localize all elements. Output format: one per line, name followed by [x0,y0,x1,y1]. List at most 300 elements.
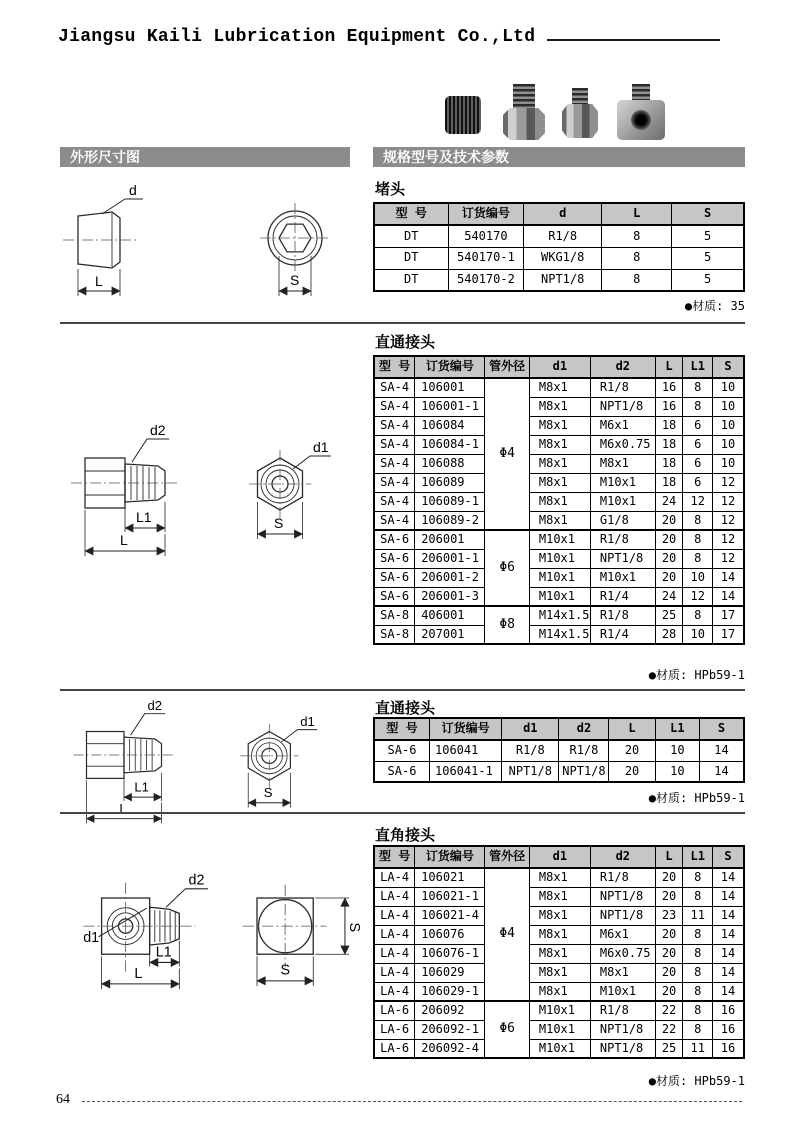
column-header: L [602,203,672,225]
table-cell: SA-6 [374,740,430,761]
product-photo-elbow [617,84,665,140]
port-hole [631,110,651,130]
table-header [374,718,744,740]
table-cell: M10x1 [590,568,655,587]
table-cell: 8 [602,247,672,269]
table-cell: 8 [683,378,713,397]
table-cell: 206092-4 [415,1039,485,1058]
pipe-od-cell: Φ8 [485,606,529,644]
table-cell: 8 [602,269,672,291]
table-cell: 12 [713,530,744,549]
table-row [374,761,744,782]
dim-label-d1: d1 [83,929,100,946]
material-note-elbow: ●材质: HPb59-1 [648,1074,745,1088]
pipe-od-cell: Φ4 [485,868,529,1001]
column-header: 管外径 [485,846,529,868]
table-cell: 406001 [415,606,485,625]
table-cell: SA-6 [374,568,415,587]
table-cell: 106089-2 [415,511,485,530]
column-header: 订货编号 [430,718,502,740]
table-cell: LA-4 [374,868,415,887]
section-title-straight-2: 直通接头 [375,700,436,717]
column-header: d1 [529,846,590,868]
table-row [374,587,744,606]
dim-label-S: S [274,515,284,531]
table-cell: 17 [713,625,744,644]
table-cell: 11 [683,906,713,925]
table-cell: 5 [672,269,744,291]
table-cell: R1/4 [590,625,655,644]
table-cell: 10 [713,397,744,416]
table-cell: LA-6 [374,1001,415,1020]
section-title-elbow: 直角接头 [375,827,436,844]
table-cell: 14 [713,887,744,906]
straight2-table-wrap [373,717,745,783]
table-cell: 22 [655,1020,683,1039]
table-cell: NPT1/8 [559,761,609,782]
table-cell: 12 [683,587,713,606]
table-cell: R1/8 [590,868,655,887]
table-row [374,944,744,963]
header-row [374,203,744,225]
table-cell: NPT1/8 [590,887,655,906]
table-cell: R1/8 [559,740,609,761]
table-cell: 20 [609,761,655,782]
table-row [374,568,744,587]
header-rule [547,39,720,41]
table-cell: 8 [683,982,713,1001]
threaded-stub [513,84,535,112]
table-cell: 106089 [415,473,485,492]
table-cell: WKG1/8 [524,247,602,269]
table-cell: 24 [655,587,683,606]
table-cell: 20 [609,740,655,761]
footer-rule [82,1101,742,1102]
table-cell: SA-8 [374,625,415,644]
table-body [374,378,744,644]
table-cell: 106029 [415,963,485,982]
table-row [374,530,744,549]
table-cell: M6x0.75 [590,944,655,963]
table-cell: M14x1.5 [529,625,590,644]
column-header: d2 [590,356,655,378]
company-name: Jiangsu Kaili Lubrication Equipment Co.,Ltd [58,27,536,47]
product-photo-plug [445,96,481,134]
table-cell: 540170 [448,225,524,247]
table-cell: 11 [683,1039,713,1058]
column-header: 订货编号 [415,356,485,378]
dim-label-S-bottom: S [280,962,291,979]
table-cell: NPT1/8 [590,549,655,568]
pipe-od-cell: Φ6 [485,530,529,606]
dim-label-L: L [134,965,143,982]
table-cell: SA-4 [374,378,415,397]
table-row [374,416,744,435]
table-cell: M10x1 [590,982,655,1001]
table-cell: 25 [655,606,683,625]
table-cell: NPT1/8 [590,1039,655,1058]
column-header: 型 号 [374,846,415,868]
table-row [374,1039,744,1058]
table-cell: M8x1 [529,473,590,492]
table-cell: 106084-1 [415,435,485,454]
table-row [374,378,744,397]
table-cell: 8 [683,606,713,625]
table-cell: 14 [713,944,744,963]
table-cell: 106021-4 [415,906,485,925]
table-cell: M8x1 [529,416,590,435]
table-body [374,740,744,782]
section-bar-outline-dimensions: 外形尺寸图 [60,147,350,167]
table-cell: SA-4 [374,435,415,454]
table-cell: 10 [655,761,699,782]
table-cell: 8 [683,868,713,887]
table-cell: M8x1 [529,925,590,944]
hex-body [562,104,598,138]
table-cell: M14x1.5 [529,606,590,625]
dim-label-S: S [290,272,300,288]
column-header: 型 号 [374,203,448,225]
header-row [374,356,744,378]
table-row [374,247,744,269]
table-cell: LA-4 [374,925,415,944]
column-header: 管外径 [485,356,529,378]
table-cell: 12 [713,549,744,568]
table-cell: NPT1/8 [590,906,655,925]
table-cell: 6 [683,435,713,454]
table-cell: 20 [655,868,683,887]
table-cell: 106084 [415,416,485,435]
table-cell: 207001 [415,625,485,644]
table-cell: LA-4 [374,944,415,963]
table-cell: 20 [655,530,683,549]
table-cell: 8 [683,963,713,982]
table-cell: 106001 [415,378,485,397]
table-cell: 14 [700,761,744,782]
table-cell: NPT1/8 [590,397,655,416]
table-cell: SA-4 [374,492,415,511]
table-cell: R1/8 [590,530,655,549]
table-cell: 12 [713,492,744,511]
table-header [374,356,744,378]
table-cell: 16 [655,378,683,397]
column-header: L [655,846,683,868]
column-header: S [713,356,744,378]
table-row [374,492,744,511]
straight-connector-table-2 [373,717,745,783]
section-divider [60,812,745,814]
table-cell: R1/8 [502,740,559,761]
table-body [374,868,744,1058]
table-cell: M8x1 [529,982,590,1001]
table-cell: 6 [683,454,713,473]
table-cell: 106076-1 [415,944,485,963]
column-header: d1 [502,718,559,740]
column-header: 型 号 [374,356,415,378]
table-cell: 18 [655,435,683,454]
hex-body [503,108,545,140]
table-cell: 8 [683,397,713,416]
table-cell: LA-4 [374,982,415,1001]
dim-label-L: L [120,532,128,548]
table-cell: 10 [655,740,699,761]
table-cell: M8x1 [529,868,590,887]
table-cell: 12 [683,492,713,511]
table-cell: M8x1 [529,511,590,530]
table-cell: 16 [713,1020,744,1039]
drawing-elbow-connector [52,852,370,1034]
table-body [374,225,744,291]
table-row [374,269,744,291]
table-cell: 20 [655,549,683,568]
table-cell: 8 [602,225,672,247]
dim-label-d2: d2 [150,422,166,438]
table-cell: 5 [672,225,744,247]
table-cell: NPT1/8 [502,761,559,782]
table-cell: G1/8 [590,511,655,530]
table-row [374,397,744,416]
table-cell: 20 [655,944,683,963]
table-cell: NPT1/8 [524,269,602,291]
table-cell: M10x1 [590,492,655,511]
product-photo-straight-large [503,84,545,140]
table-row [374,887,744,906]
column-header: L1 [683,356,713,378]
table-cell: R1/8 [590,1001,655,1020]
table-cell: M8x1 [529,492,590,511]
table-cell: M6x1 [590,416,655,435]
header-row [374,718,744,740]
product-photo-straight-small [562,88,598,138]
table-cell: 8 [683,549,713,568]
column-header: S [713,846,744,868]
dim-label-L: L [95,273,103,289]
table-cell: M8x1 [529,944,590,963]
footer-page-number: 64 [56,1092,70,1107]
section-divider [60,689,745,691]
column-header: S [700,718,744,740]
section-divider [60,322,745,324]
table-cell: 20 [655,925,683,944]
column-header: S [672,203,744,225]
column-header: d [524,203,602,225]
column-header: 型 号 [374,718,430,740]
elbow-table-wrap [373,845,745,1059]
table-cell: 106029-1 [415,982,485,1001]
plug-spec-table [373,202,745,292]
table-cell: 8 [683,925,713,944]
table-cell: 14 [713,982,744,1001]
table-cell: 14 [713,587,744,606]
table-cell: M8x1 [590,454,655,473]
table-cell: 14 [700,740,744,761]
table-cell: 106041-1 [430,761,502,782]
table-cell: 18 [655,416,683,435]
table-row [374,454,744,473]
table-cell: M10x1 [529,1039,590,1058]
table-cell: M8x1 [529,397,590,416]
table-cell: M10x1 [529,549,590,568]
drawing-straight-connector-1 [55,418,355,578]
section-bar-specifications: 规格型号及技术参数 [373,147,745,167]
dim-label-d2: d2 [188,872,205,889]
table-cell: 106088 [415,454,485,473]
table-cell: 6 [683,416,713,435]
column-header: d2 [590,846,655,868]
table-header [374,846,744,868]
table-row [374,1001,744,1020]
table-cell: SA-6 [374,549,415,568]
table-cell: 14 [713,963,744,982]
table-cell: DT [374,247,448,269]
table-cell: 24 [655,492,683,511]
table-row [374,925,744,944]
table-cell: 20 [655,887,683,906]
material-note-straight: ●材质: HPb59-1 [648,668,745,682]
table-row [374,868,744,887]
table-cell: 206001-1 [415,549,485,568]
table-cell: M8x1 [529,963,590,982]
table-cell: 10 [683,625,713,644]
table-cell: 8 [683,887,713,906]
table-cell: 540170-1 [448,247,524,269]
table-cell: 20 [655,963,683,982]
table-cell: 106001-1 [415,397,485,416]
table-cell: M6x0.75 [590,435,655,454]
table-cell: LA-4 [374,963,415,982]
header-row [374,846,744,868]
table-row [374,511,744,530]
table-cell: 206001-3 [415,587,485,606]
table-cell: 106089-1 [415,492,485,511]
dim-label-d1: d1 [313,439,329,455]
table-cell: R1/4 [590,587,655,606]
table-cell: SA-6 [374,761,430,782]
table-cell: 14 [713,906,744,925]
table-row [374,606,744,625]
straight-connector-table [373,355,745,645]
table-cell: R1/8 [524,225,602,247]
table-cell: 106021-1 [415,887,485,906]
table-cell: 8 [683,1020,713,1039]
table-row [374,740,744,761]
table-cell: 22 [655,1001,683,1020]
dim-label-S-right: S [346,922,363,933]
table-cell: LA-6 [374,1039,415,1058]
table-cell: SA-4 [374,473,415,492]
drawing-straight-connector-2 [58,694,340,844]
table-cell: 16 [655,397,683,416]
column-header: L1 [655,718,699,740]
table-cell: M8x1 [590,963,655,982]
straight-table-wrap [373,355,745,645]
table-cell: M10x1 [529,587,590,606]
elbow-connector-table [373,845,745,1059]
table-cell: 106076 [415,925,485,944]
material-note-straight-2: ●材质: HPb59-1 [648,791,745,805]
table-cell: DT [374,269,448,291]
table-cell: R1/8 [590,606,655,625]
table-cell: 18 [655,473,683,492]
table-row [374,1020,744,1039]
table-cell: 20 [655,982,683,1001]
table-cell: 6 [683,473,713,492]
table-cell: 206001-2 [415,568,485,587]
table-cell: SA-4 [374,454,415,473]
table-cell: M8x1 [529,906,590,925]
table-cell: 206092-1 [415,1020,485,1039]
table-cell: 10 [713,416,744,435]
table-cell: 8 [683,530,713,549]
table-cell: NPT1/8 [590,1020,655,1039]
table-cell: M10x1 [590,473,655,492]
column-header: L1 [683,846,713,868]
table-cell: M8x1 [529,454,590,473]
table-cell: 106041 [430,740,502,761]
section-title-straight-1: 直通接头 [375,334,436,351]
table-cell: 8 [683,511,713,530]
table-cell: LA-4 [374,887,415,906]
table-cell: M10x1 [529,1020,590,1039]
table-cell: 18 [655,454,683,473]
table-cell: 10 [713,378,744,397]
table-cell: 8 [683,1001,713,1020]
table-cell: M8x1 [529,887,590,906]
column-header: L [609,718,655,740]
table-row [374,225,744,247]
table-cell: 14 [713,925,744,944]
table-cell: 8 [683,944,713,963]
table-cell: SA-6 [374,530,415,549]
material-note-plug: ●材质: 35 [684,299,745,313]
table-cell: M10x1 [529,530,590,549]
table-cell: 5 [672,247,744,269]
table-cell: 25 [655,1039,683,1058]
table-cell: 16 [713,1039,744,1058]
table-cell: 206092 [415,1001,485,1020]
table-cell: 17 [713,606,744,625]
table-cell: 12 [713,511,744,530]
column-header: L [655,356,683,378]
table-cell: LA-4 [374,906,415,925]
table-cell: M10x1 [529,568,590,587]
table-row [374,906,744,925]
pipe-od-cell: Φ4 [485,378,529,530]
table-cell: SA-4 [374,511,415,530]
table-cell: DT [374,225,448,247]
column-header: d2 [559,718,609,740]
table-row [374,473,744,492]
table-cell: M8x1 [529,378,590,397]
table-row [374,963,744,982]
table-cell: R1/8 [590,378,655,397]
dim-label-L1: L1 [155,944,172,961]
table-cell: 106021 [415,868,485,887]
table-cell: M10x1 [529,1001,590,1020]
table-cell: M8x1 [529,435,590,454]
drawing-plug [55,172,355,312]
table-cell: SA-6 [374,587,415,606]
table-cell: 14 [713,568,744,587]
table-row [374,982,744,1001]
table-cell: 10 [713,435,744,454]
table-cell: 206001 [415,530,485,549]
table-cell: 16 [713,1001,744,1020]
table-cell: 12 [713,473,744,492]
table-header [374,203,744,225]
table-cell: SA-4 [374,416,415,435]
dim-label-d: d [129,182,137,198]
